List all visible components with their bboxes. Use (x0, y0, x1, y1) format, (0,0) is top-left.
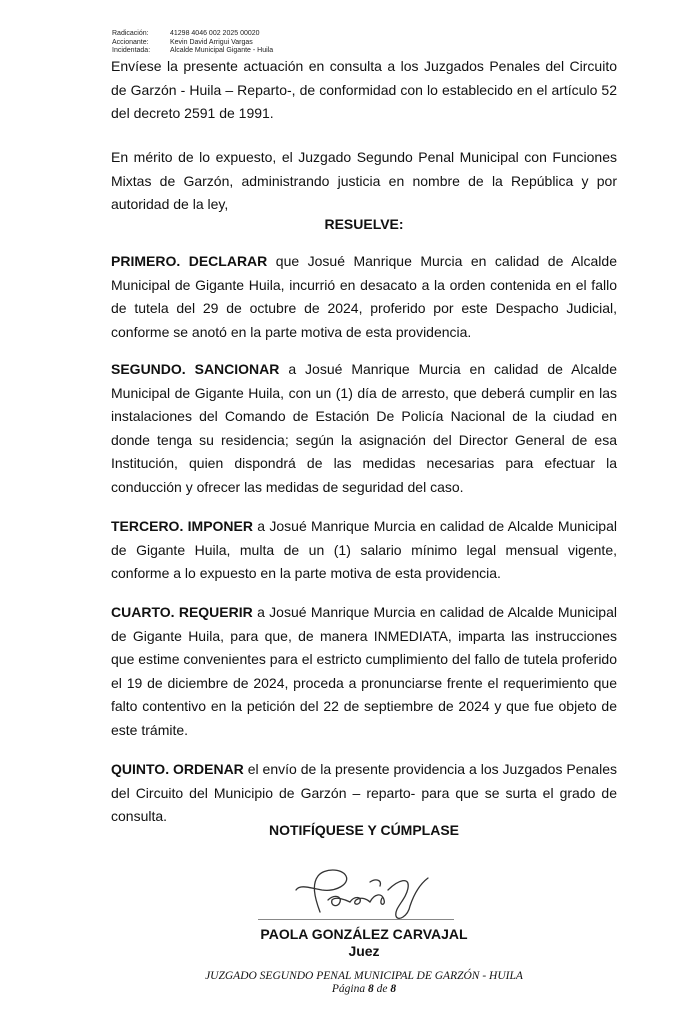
signatory-name: PAOLA GONZÁLEZ CARVAJAL (260, 926, 468, 942)
resuelve-heading: RESUELVE: (324, 216, 404, 232)
handwritten-signature (270, 860, 460, 924)
ordinal-segundo (111, 358, 617, 499)
footer-court: JUZGADO SEGUNDO PENAL MUNICIPAL DE GARZÓN - HUILA (205, 970, 523, 982)
ordinal-cuarto (111, 601, 617, 742)
header-label: Radicación: (112, 30, 149, 37)
signatory-block (111, 926, 617, 960)
header-label: Incidentada: (112, 47, 151, 54)
header-value: 41298 4046 002 2025 00020 (170, 30, 260, 37)
ordinal-quinto (111, 758, 617, 829)
page-total: 8 (390, 983, 397, 995)
ordinal-text: a Josué Manrique Murcia en calidad de Alcalde Municipal de Gigante Huila, con un (1) día de arresto, que deberá cumplir en las instalaciones del Comando de Estación De Policía Nacional de la ciudad en donde tenga su residencia; según la asignación del Director General de esa Institución, quien dispondrá de las medidas necesarias para efectuar la conducción y ofrecer las medidas de seguridad del caso. (111, 361, 617, 495)
ordinal-text: a Josué Manrique Murcia en calidad de Alcalde Municipal de Gigante Huila, multa de un (1) salario mínimo legal mensual vigente, conforme a lo expuesto en la parte motiva de esta providencia. (111, 518, 617, 581)
ordinal-text: que Josué Manrique Murcia en calidad de Alcalde Municipal de Gigante Huila, incurrió en desacato a la orden contenida en el fallo de tutela del 29 de octubre de 2024, proferido por este Despacho Judicial, conforme se anotó en la parte motiva de esta providencia. (111, 253, 617, 340)
page-current: 8 (368, 983, 374, 995)
ordinal-lead: SEGUNDO. SANCIONAR (111, 361, 280, 377)
header-row-accionante (112, 39, 273, 48)
ordinal-lead: PRIMERO. DECLARAR (111, 253, 268, 269)
page-number: Página 8 de 8 (331, 983, 397, 995)
ordinal-tercero (111, 515, 617, 586)
case-header (112, 30, 273, 56)
ordinal-lead: TERCERO. IMPONER (111, 518, 253, 534)
paragraph-consulta: Envíese la presente actuación en consulta a los Juzgados Penales del Circuito de Garzón - Huila – Reparto-, de conformidad con lo establecido en el artículo 52 del decreto 2591 de 1991. (111, 58, 617, 121)
paragraph-merito: En mérito de lo expuesto, el Juzgado Segundo Penal Municipal con Funciones Mixtas de Garzón, administrando justicia en nombre de la República y por autoridad de la ley, (111, 149, 617, 212)
ordinal-text: el envío de la presente providencia a los Juzgados Penales del Circuito del Municipio de Garzón – reparto- para que se surta el grado de consulta. (111, 761, 617, 824)
header-row-radicacion (112, 30, 273, 39)
signatory-role: Juez (348, 943, 380, 959)
page-footer (111, 970, 617, 996)
signature-line (258, 919, 454, 920)
ordinal-primero (111, 250, 617, 344)
header-value: Alcalde Municipal Gigante - Huila (170, 47, 274, 54)
ordinal-lead: QUINTO. ORDENAR (111, 761, 244, 777)
closing-formula: NOTIFÍQUESE Y CÚMPLASE (268, 822, 460, 838)
header-value: Kevin David Arrigui Vargas (170, 38, 253, 46)
ordinal-lead: CUARTO. REQUERIR (111, 604, 253, 620)
ordinal-text: a Josué Manrique Murcia en calidad de Alcalde Municipal de Gigante Huila, para que, de manera INMEDIATA, imparta las instrucciones que estime convenientes para el estricto cumplimiento del fallo de tutela proferido el 19 de diciembre de 2024, proceda a pronunciarse frente el requerimiento que falto contentivo en la petición del 22 de septiembre de 2024 y que fue objeto de este trámite. (111, 604, 617, 738)
header-label: Accionante: (112, 38, 149, 46)
